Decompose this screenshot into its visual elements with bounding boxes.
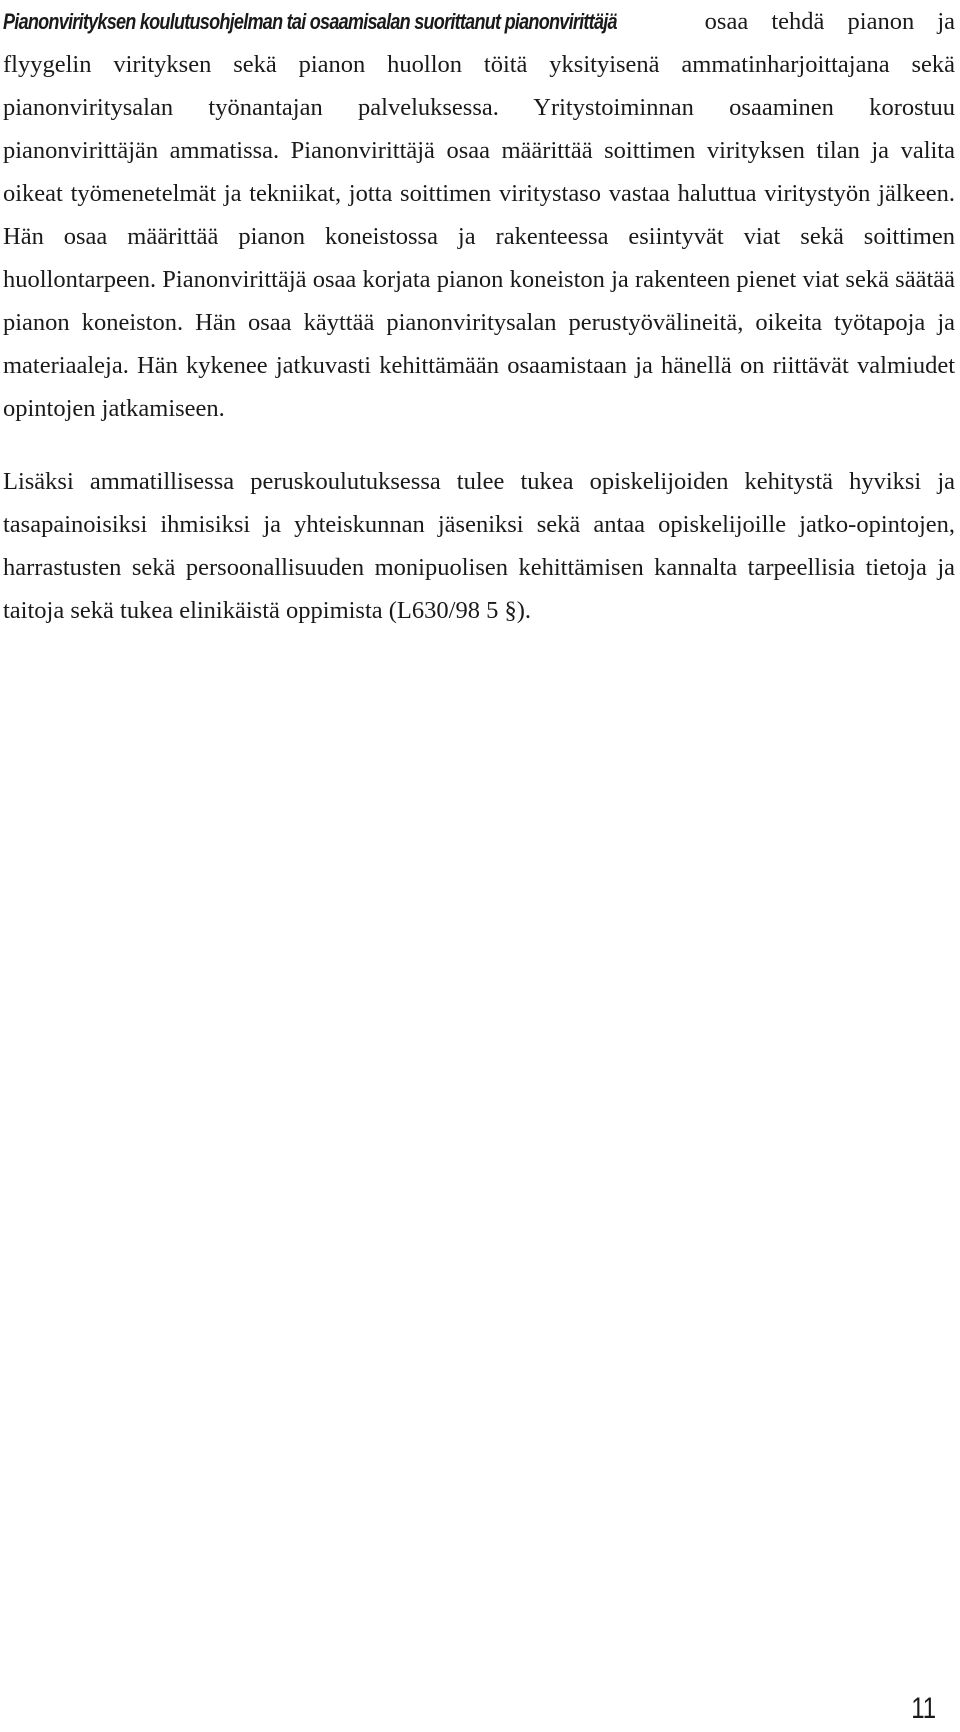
paragraph-2	[3, 460, 955, 632]
paragraph-1-body: osaa tehdä pianon ja flyygelin virityksen sekä pianon huollon töitä yksityisenä ammatinharjoittajana sekä pianonviritysalan työnantajan palveluksessa. Yritystoiminnan osaaminen korostuu pianonvirittäjän ammatissa. Pianonvirittäjä osaa määrittää soittimen virityksen tilan ja valita oikeat työmenetelmät ja tekniikat, jotta soittimen viritystaso vastaa haluttua viritystyön jälkeen. Hän osaa määrittää pianon koneistossa ja rakenteessa esiintyvät viat sekä soittimen huollontarpeen. Pianonvirittäjä osaa korjata pianon koneiston ja rakenteen pienet viat sekä säätää pianon koneiston. Hän osaa käyttää pianonviritysalan perustyövälineitä, oikeita työtapoja ja materiaaleja. Hän kykenee jatkuvasti kehittämään osaamistaan ja hänellä on riittävät valmiudet opintojen jatkamiseen.	[3, 8, 955, 422]
page-number: 11	[911, 1692, 936, 1725]
paragraph-2-body: Lisäksi ammatillisessa peruskoulutuksessa tulee tukea opiskelijoiden kehitystä hyviksi ja tasapainoisiksi ihmisiksi ja yhteiskunnan jäseniksi sekä antaa opiskelijoille jatko-opintojen, harrastusten sekä persoonallisuuden monipuolisen kehittämisen kannalta tarpeellisia tietoja ja taitoja sekä tukea elinikäistä oppimista (L630/98 5 §).	[3, 468, 955, 624]
paragraph-1-lead-in: Pianonvirityksen koulutusohjelman tai osaamisalan suorittanut pianonvirittäjä	[3, 9, 617, 34]
paragraph-1	[3, 0, 955, 430]
